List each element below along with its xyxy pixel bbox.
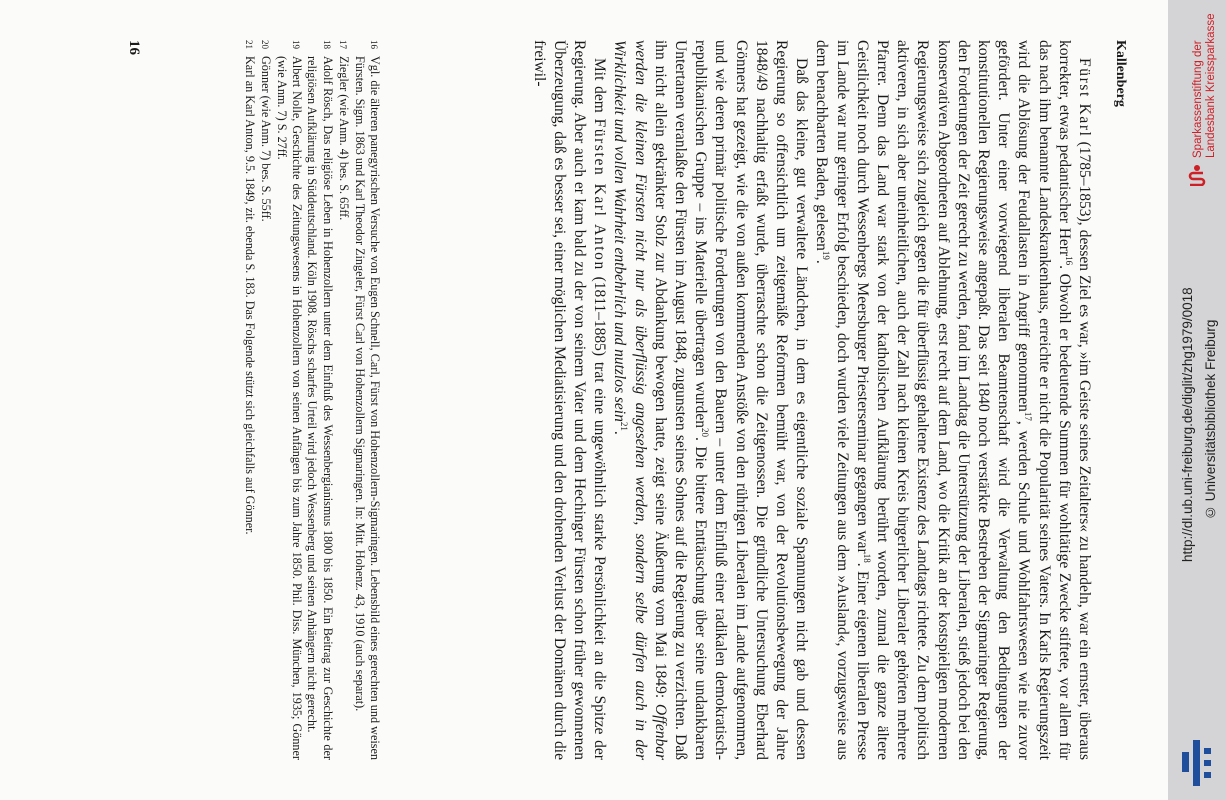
footnote-number: 16 [369,40,379,49]
permalink-url[interactable]: http://dl.ub.uni-freiburg.de/diglit/zhg1979/0018 [1180,287,1195,562]
paragraph-2 [609,40,811,760]
paragraph-3-text: Mit dem [591,58,609,119]
sponsor-line-2: Landesbank Kreissparkasse [1205,13,1217,158]
footnote [257,40,273,760]
paragraph-1-text-4: . Einer eigenen liberalen Presse im Lande war nur geringer Erfolg beschieden, doch wurden viele Zeitungen aus dem »Ausland«, vorzugsweise aus dem benachbarten Baden, gelesen [813,40,871,760]
footnote-number: 18 [321,40,332,49]
running-head: Kallenberg [1113,40,1128,107]
page-number: 16 [126,40,142,55]
paragraph-3 [528,40,609,760]
library-credit: © Universitätsbibliothek Freiburg [1203,319,1218,520]
footnotes [240,40,382,760]
paragraph-1-text-5: . [813,259,831,264]
paragraph-2-text-2: . Die bittere Enttäuschung über seine undankbaren Untertanen veranlaßte den Fürsten im August 1848, zugunsten seines Sohnes auf die Regierung zu verzichten. Daß ihn nicht allein gekränkter Stolz zur Abdankung bewogen hatte, zeigt seine Äußerung vom Mai 1849: [651,40,710,761]
footnote-number: 19 [290,40,301,49]
footnote-text: Karl an Karl Anton, 9.5. 1849, zit. ebenda S. 183. Das Folgende stützt sich gleichfalls auf Gönner. [242,56,257,535]
footnote-ref-21[interactable]: 21 [619,421,630,431]
paragraph-1-text-2: . Obwohl er bedeutende Summen für wohltätige Zwecke stiftete, vor allem für das nach ihm benannte Landeskrankenhaus, erreichte er nicht die Popularität seines Vaters. In Karls Regierungszeit wird die Ablösung der Feudallasten in Angriff genommen [1015,40,1073,760]
footnote [335,40,351,760]
footnote-ref-19[interactable]: 19 [821,250,832,260]
paragraph-1-text-3: , werden Schule und Wohlfahrtswesen wie nie zuvor gefördert. Unter einer vorwiegend liberalen Beamtenschaft wird die Verwaltung den Bedingungen der konstitutionellen Regierungsweise angepaßt. Das seit 1840 noch verstärkte Bestreben der Sigmaringer Regierung, den Forderungen der Zeit gerecht zu werden, fand im Landtag die Unterstützung der Liberalen, stieß jedoch bei den konservativen Abgeordneten auf Ablehnung, erst recht auf dem Land, wo die Kritik an der kostspieligen modernen Regierungsweise sich zugleich gegen die für überflüssig gehaltene Existenz des Landtags richtete. Zu dem politisch aktiveren, in sich aber uneinheitlichen, auch der Zahl nach kleinen Kreis bürgerlicher Liberaler gehörten mehrere Pfarrer. Denn das Land war stark von der katholischen Aufklärung berührt worden, zumal die ganze ältere Geistlichkeit noch durch Wessenbergs Meersburger Priesterseminar gegangen war [853,40,1033,760]
sparkasse-logo-icon [1186,164,1208,186]
paragraph-1 [811,40,1094,760]
sponsor-line-1: Sparkassenstiftung der [1192,40,1204,158]
paragraph-3-text-2: (1811–1885) trat eine ungewöhnlich starke Persönlichkeit an die Spitze der Regierung. Aber auch er kam bald zu der von seinem Vater und dem Hechinger Fürsten schon früher gewonnenen Überzeugung, daß es besser sei, einer möglichen Mediatisierung und den drohenden Verlust der Domänen durch die freiwil- [530,40,609,760]
footnote-number: 17 [338,40,349,49]
footnote [240,40,256,760]
footnote-ref-20[interactable]: 20 [700,428,711,437]
footnote-text: Adolf Rösch, Das religiöse Leben in Hohenzollern unter dem Einfluß des Wessenbergianismus 1800 bis 1850. Ein Beitrag zur Geschichte der religiösen Aufklärung in Süddeutschland. Köln 1908. Röschs scharfes Urteil wird jedoch Wessenberg und seinen Anhängern nicht gerecht. [305,56,335,760]
footnote [304,40,335,760]
paragraph-2-text-3: . [611,430,629,435]
footnote-ref-17[interactable]: 17 [1023,411,1034,421]
footnote-text: Albert Nolle, Geschichte des Zeitungswesens in Hohenzollern von seinen Anfängen bis zum Jahre 1850. Phil. Diss. München, 1935; Gönner (wie Anm. 7) S. 27ff. [274,56,304,760]
rotated-page-content [68,40,1128,760]
paragraph-2-text: Daß das kleine, gut verwaltete Ländchen, in dem es eigentliche soziale Spannungen nicht gab und dessen Regierung so offensichtlich um zeitgemäße Reformen bemüht war, von der Revolutionsbewegung der Jahre 1848/49 nachhaltig erfaßt wurde, überraschte schon die Zeitgenossen. Die gründliche Untersuchung Eberhard Gönners hat gezeigt, wie die von außen kommenden Anstöße von den rührigen Liberalen im Lande aufgenommen, und wie deren primär politische Forderungen von den Bauern – unter dem Einfluß einer radikalen demokratisch-republikanischen Gruppe – ins Materielle übertragen wurden [692,40,811,760]
footnote-ref-18[interactable]: 18 [861,553,872,563]
footnote-text: Ziegler (wie Anm. 4) bes. S. 65ff. [337,56,352,221]
sponsor-text [1192,8,1218,158]
ub-freiburg-logo-icon [1176,738,1216,788]
quote-italic: Offenbar werden die kleinen Fürsten nicht nur als überflüssig angesehen werden, sondern selbe dürfen auch in der Wirklichkeit und vollen Wahrheit entbehrlich und nutzlos sein [611,40,669,760]
footnote-text: Vgl. die älteren panegyrischen Versuche von Eugen Schnell, Carl, Fürst von Hohenzollern-Sigmaringen. Lebensbild eines gerechten und weisen Fürsten. Sigm. 1863 und Karl Theodor Zingeler, Fürst Carl von Hohenzollern Sigmaringen. In: Mitt. Hohenz. 43, 1910 (auch separat). [352,56,382,760]
footnote-text: Gönner (wie Anm. 7) bes. S. 55ff. [259,56,274,222]
footnote-number: 21 [243,40,254,49]
footnote-number: 20 [260,40,271,49]
footnote [273,40,304,760]
footnote [351,40,382,760]
paragraph-1-text: (1785–1853), dessen Ziel es war, »im Geiste seines Zeitalters« zu handeln, war ein ernster, überaus korrekter, etwas pedantischer Herr [1055,40,1093,760]
body-text [528,40,1094,760]
footnote-ref-16[interactable]: 16 [1063,256,1074,266]
name-fuerst-karl: Fürst Karl [1076,58,1093,138]
name-fuersten-karl-anton: Fürsten Karl Anton [591,118,609,271]
